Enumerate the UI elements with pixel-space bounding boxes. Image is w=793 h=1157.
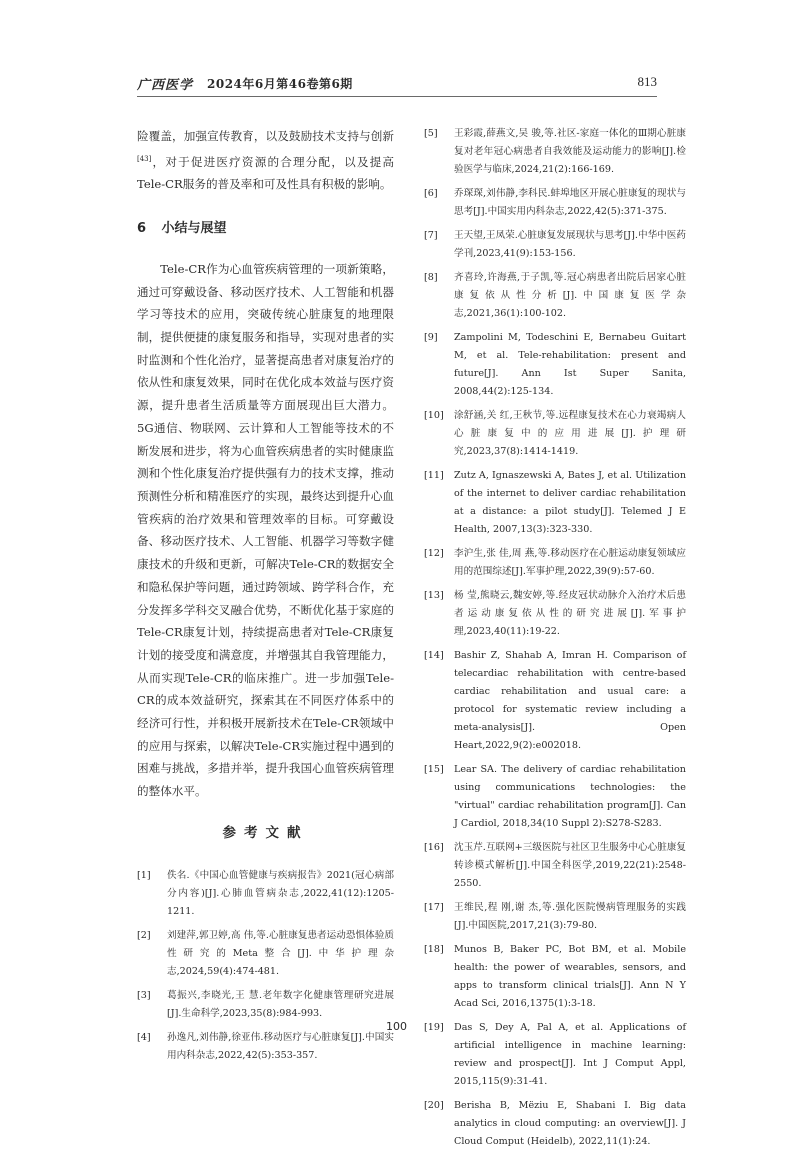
section-title: 小结与展望 xyxy=(161,220,227,236)
intro-text-b: ，对于促进医疗资源的合理分配，以及提高Tele-CR服务的普及率和可及性具有积极的影响。 xyxy=(137,154,394,192)
reference-text: 涂舒涵,关 红,王秋节,等.远程康复技术在心力衰竭病人心脏康复中的应用进展[J].护理研究,2023,37(8):1414-1419. xyxy=(454,410,686,457)
reference-number: [3] xyxy=(137,989,151,1001)
left-column xyxy=(137,125,394,1071)
reference-number: [2] xyxy=(137,929,151,941)
reference-item xyxy=(137,1029,394,1065)
reference-text: Berisha B, Mëziu E, Shabani I. Big data analytics in cloud computing: an overview[J]. J Cloud Comput (Heidelb), 2022,11(1):24. xyxy=(454,1100,686,1147)
references-list-left xyxy=(137,867,394,1065)
reference-text: 葛振兴,李晓光,王 慧.老年数字化健康管理研究进展[J].生命科学,2023,35(8):984-993. xyxy=(167,989,394,1019)
reference-item xyxy=(424,587,686,641)
reference-text: 王维民,程 刚,谢 杰,等.强化医院慢病管理服务的实践[J].中国医院,2017,21(3):79-80. xyxy=(454,902,686,931)
reference-number: [9] xyxy=(424,332,438,343)
reference-item xyxy=(424,647,686,755)
reference-number: [5] xyxy=(424,128,438,139)
reference-text: 杨 莹,熊晓云,魏安婷,等.经皮冠状动脉介入治疗术后患者运动康复依从性的研究进展[J].军事护理,2023,40(11):19-22. xyxy=(454,590,686,637)
issue-info: 2024年6月第46卷第6期 xyxy=(207,77,353,91)
reference-item xyxy=(137,987,394,1023)
reference-number: [20] xyxy=(424,1100,444,1111)
summary-paragraph: Tele-CR作为心血管疾病管理的一项新策略，通过可穿戴设备、移动医疗技术、人工智能和机器学习等技术的应用，突破传统心脏康复的地理限制，提供便捷的康复服务和指导，实现对患者的实时监测和个性化治疗，显著提高患者对康复治疗的依从性和康复效果，同时在优化成本效益与医疗资源，提升患者生活质量等方面展现出巨大潜力。5G通信、物联网、云计算和人工智能等技术的不断发展和进步，将为心血管疾病患者的实时健康监测和个性化康复治疗提供强有力的技术支撑，推动预测性分析和精准医疗的实现，最终达到提升心血管疾病的治疗效果和管理效率的目标。可穿戴设备、移动医疗技术、人工智能、机器学习等数字健康技术的升级和更新，可解决Tele-CR的数据安全和隐私保护等问题，通过跨领域、跨学科合作，充分发挥多学科交叉融合优势，不断优化基于家庭的Tele-CR康复计划，持续提高患者对Tele-CR康复计划的接受度和满意度，并增强其自我管理能力，从而实现Tele-CR的临床推广。进一步加强Tele-CR的成本效益研究，探索其在不同医疗体系中的经济可行性，并积极开展新技术在Tele-CR领域中的应用与探索，以解决Tele-CR实施过程中遇到的困难与挑战，多措并举，提升我国心血管疾病管理的整体水平。 xyxy=(137,261,394,799)
reference-number: [8] xyxy=(424,272,438,283)
journal-page-number: 813 xyxy=(637,74,657,89)
reference-number: [18] xyxy=(424,944,444,955)
reference-number: [19] xyxy=(424,1022,444,1033)
reference-text: 王彩霞,薛燕文,吴 骏,等.社区-家庭一体化的Ⅲ期心脏康复对老年冠心病患者自我效能及运动能力的影响[J].检验医学与临床,2024,21(2):166-169. xyxy=(454,128,686,175)
reference-number: [13] xyxy=(424,590,444,601)
reference-text: Das S, Dey A, Pal A, et al. Applications of artificial intelligence in machine learning: review and prospect[J]. Int J Comput Appl, 2015,115(9):31-41. xyxy=(454,1022,686,1087)
reference-text: Zutz A, Ignaszewski A, Bates J, et al. Utilization of the internet to deliver cardiac rehabilitation at a distance: a pilot study[J]. Telemed J E Health, 2007,13(3):323-330. xyxy=(454,470,686,535)
reference-item xyxy=(424,761,686,833)
reference-number: [4] xyxy=(137,1031,151,1043)
reference-text: 王天望,王凤荣.心脏康复发展现状与思考[J].中华中医药学刊,2023,41(9):153-156. xyxy=(454,230,686,259)
reference-text: 刘建萍,郭卫婷,高 伟,等.心脏康复患者运动恐惧体验质性研究的Meta整合[J].中华护理杂志,2024,59(4):474-481. xyxy=(167,929,394,977)
reference-item xyxy=(424,839,686,893)
reference-item xyxy=(424,407,686,461)
references-heading: 参考文献 xyxy=(222,824,309,841)
reference-text: 佚名.《中国心血管健康与疾病报告》2021(冠心病部分内容)[J].心肺血管病杂志,2022,41(12):1205-1211. xyxy=(167,869,394,917)
reference-item xyxy=(424,329,686,401)
reference-text: Lear SA. The delivery of cardiac rehabilitation using communications technologies: the "virtual" cardiac rehabilitation program[J]. Can J Cardiol, 2018,34(10 Suppl 2):S278-S283. xyxy=(454,764,686,829)
reference-number: [12] xyxy=(424,548,444,559)
reference-item xyxy=(424,899,686,935)
reference-item xyxy=(424,545,686,581)
reference-text: 沈玉芹.互联网+三级医院与社区卫生服务中心心脏康复转诊模式解析[J].中国全科医学,2019,22(21):2548-2550. xyxy=(454,842,686,889)
reference-item xyxy=(424,941,686,1013)
reference-item xyxy=(137,927,394,981)
reference-item xyxy=(137,867,394,921)
intro-paragraph xyxy=(137,125,394,196)
section-heading xyxy=(137,217,394,236)
references-list-right xyxy=(424,125,686,1151)
reference-text: 李沪生,张 佳,周 燕,等.移动医疗在心脏运动康复领域应用的范围综述[J].军事护理,2022,39(9):57-60. xyxy=(454,548,686,577)
reference-item xyxy=(424,269,686,323)
intro-text-a: 险覆盖，加强宣传教育，以及鼓励技术支持与创新 xyxy=(137,129,394,143)
journal-name: 广西医学 xyxy=(137,78,194,93)
reference-number: [1] xyxy=(137,869,151,881)
reference-text: Zampolini M, Todeschini E, Bernabeu Guitart M, et al. Tele-rehabilitation: present and future[J]. Ann Ist Super Sanita, 2008,44(2):125-134. xyxy=(454,332,686,397)
reference-number: [7] xyxy=(424,230,438,241)
reference-number: [11] xyxy=(424,470,444,481)
reference-number: [16] xyxy=(424,842,444,853)
header-rule xyxy=(137,96,657,97)
reference-item xyxy=(424,1097,686,1151)
reference-text: Bashir Z, Shahab A, Imran H. Comparison of telecardiac rehabilitation with centre-based cardiac rehabilitation and usual care: a protocol for systematic review including a meta-analysis[J]. Open Heart,2022,9(2):e002018. xyxy=(454,650,686,751)
reference-text: 孙逸凡,刘伟静,徐亚伟.移动医疗与心脏康复[J].中国实用内科杂志,2022,42(5):353-357. xyxy=(167,1031,394,1061)
page-footer-number: 100 xyxy=(386,1020,407,1033)
reference-text: Munos B, Baker PC, Bot BM, et al. Mobile health: the power of wearables, sensors, and apps to transform clinical trials[J]. Ann N Y Acad Sci, 2016,1375(1):3-18. xyxy=(454,944,686,1009)
running-header xyxy=(137,74,657,96)
reference-number: [14] xyxy=(424,650,444,661)
right-column xyxy=(424,125,686,1157)
reference-number: [10] xyxy=(424,410,444,421)
reference-item xyxy=(424,125,686,179)
reference-number: [17] xyxy=(424,902,444,913)
reference-number: [15] xyxy=(424,764,444,775)
reference-item xyxy=(424,185,686,221)
reference-item xyxy=(424,227,686,263)
citation-43: [43] xyxy=(137,154,152,163)
reference-number: [6] xyxy=(424,188,438,199)
section-number: 6 xyxy=(137,220,147,236)
reference-item xyxy=(424,467,686,539)
reference-text: 乔琛琛,刘伟静,李科民.蚌埠地区开展心脏康复的现状与思考[J].中国实用内科杂志,2022,42(5):371-375. xyxy=(454,188,686,217)
reference-text: 齐喜玲,许海燕,于子凯,等.冠心病患者出院后居家心脏康复依从性分析[J].中国康复医学杂志,2021,36(1):100-102. xyxy=(454,272,686,319)
